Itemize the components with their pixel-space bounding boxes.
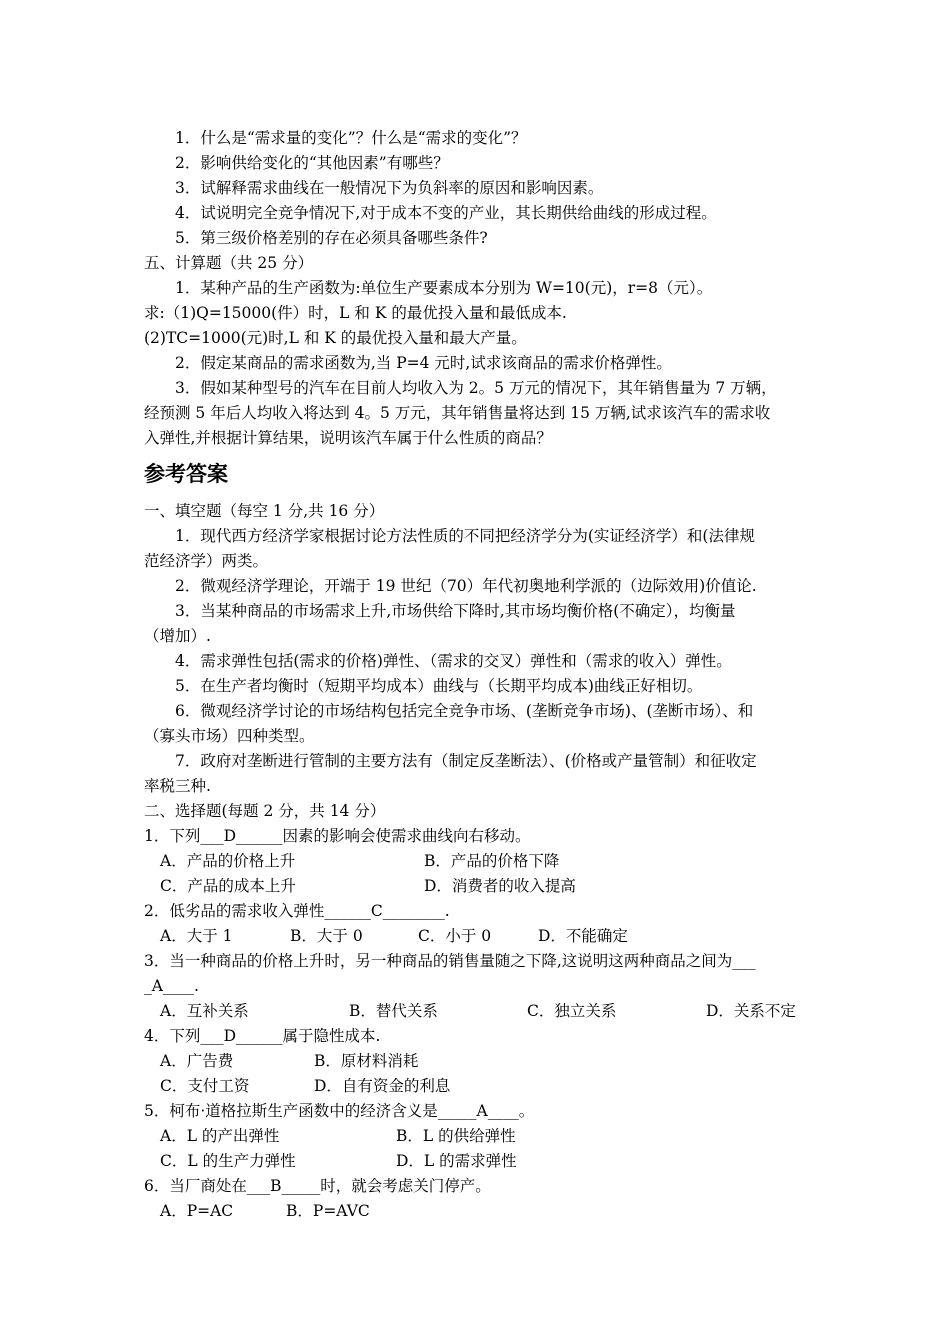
- choice-question-6: 6．当厂商处在___B_____时，就会考虑关门停产。: [144, 1177, 491, 1195]
- choice-question-3-cont: _A____.: [144, 977, 199, 995]
- choice-option: B．P=AVC: [286, 1202, 370, 1220]
- calc-heading: 五、计算题（共 25 分）: [144, 254, 314, 272]
- choice-option: B．替代关系: [349, 1002, 438, 1020]
- choice-option: D．消费者的收入提高: [424, 877, 576, 895]
- calc-line: 求:（1)Q=15000(件）时，L 和 K 的最优投入量和最低成本.: [144, 304, 567, 322]
- choice-option: A．产品的价格上升: [160, 852, 296, 870]
- calc-line: 入弹性,并根据计算结果，说明该汽车属于什么性质的商品？: [144, 429, 552, 447]
- fill-line: 3．当某种商品的市场需求上升,市场供给下降时,其市场均衡价格(不确定），均衡量: [175, 602, 736, 620]
- choice-question-4: 4．下列___D______属于隐性成本.: [144, 1027, 381, 1045]
- fill-line: 范经济学）两类。: [144, 552, 269, 570]
- choice-option: D．L 的需求弹性: [396, 1152, 517, 1170]
- fill-line: （增加）.: [144, 627, 211, 645]
- fill-line: 4．需求弹性包括(需求的价格)弹性、（需求的交叉）弹性和（需求的收入）弹性。: [175, 652, 732, 670]
- question-short-4: 4．试说明完全竞争情况下,对于成本不变的产业，其长期供给曲线的形成过程。: [175, 204, 717, 222]
- calc-line: 1．某种产品的生产函数为:单位生产要素成本分别为 W=10(元)，r=8（元）。: [175, 279, 713, 297]
- choice-question-1: 1．下列___D______因素的影响会使需求曲线向右移动。: [144, 827, 531, 845]
- choice-option: A．L 的产出弹性: [160, 1127, 280, 1145]
- question-short-5: 5．第三级价格差别的存在必须具备哪些条件?: [175, 229, 488, 247]
- choice-question-2: 2．低劣品的需求收入弹性______C________.: [144, 902, 450, 920]
- fill-line: 7．政府对垄断进行管制的主要方法有（制定反垄断法）、(价格或产量管制）和征收定: [175, 752, 757, 770]
- choice-option: B．大于 0: [290, 927, 363, 945]
- choice-question-3: 3．当一种商品的价格上升时，另一种商品的销售量随之下降,这说明这两种商品之间为___: [144, 952, 756, 970]
- fill-line: 率税三种.: [144, 777, 211, 795]
- calc-line: 经预测 5 年后人均收入将达到 4。5 万元，其年销售量将达到 15 万辆,试求该汽车的需求收: [144, 404, 771, 422]
- choice-option: C．支付工资: [160, 1077, 250, 1095]
- choice-option: A．广告费: [160, 1052, 234, 1070]
- choice-option: B．产品的价格下降: [424, 852, 560, 870]
- fill-heading: 一、填空题（每空 1 分,共 16 分）: [144, 502, 385, 520]
- choice-option: C．小于 0: [418, 927, 492, 945]
- question-short-1: 1．什么是“需求量的变化”？什么是“需求的变化”？: [175, 129, 527, 147]
- choice-option: C．产品的成本上升: [160, 877, 296, 895]
- fill-line: 2．微观经济学理论，开端于 19 世纪（70）年代初奥地利学派的（边际效用)价值论.: [175, 577, 757, 595]
- choice-option: C．独立关系: [527, 1002, 617, 1020]
- calc-line: (2)TC=1000(元)时,L 和 K 的最优投入量和最大产量。: [144, 329, 527, 347]
- choice-question-5: 5．柯布·道格拉斯生产函数中的经济含义是_____A____。: [144, 1102, 535, 1120]
- choice-heading: 二、选择题(每题 2 分，共 14 分）: [144, 802, 386, 820]
- fill-line: （寡头市场）四种类型。: [144, 727, 315, 745]
- choice-option: C．L 的生产力弹性: [160, 1152, 296, 1170]
- question-short-3: 3．试解释需求曲线在一般情况下为负斜率的原因和影响因素。: [175, 179, 604, 197]
- answers-title: 参考答案: [144, 462, 228, 486]
- choice-option: B．L 的供给弹性: [396, 1127, 516, 1145]
- question-short-2: 2．影响供给变化的“其他因素”有哪些？: [175, 154, 449, 172]
- choice-option: D．不能确定: [538, 927, 628, 945]
- choice-option: B．原材料消耗: [314, 1052, 419, 1070]
- choice-option: A．大于 1: [160, 927, 233, 945]
- choice-option: D．自有资金的利息: [314, 1077, 451, 1095]
- fill-line: 6．微观经济学讨论的市场结构包括完全竞争市场、(垄断竞争市场)、(垄断市场）、和: [175, 702, 754, 720]
- calc-line: 2．假定某商品的需求函数为,当 P=4 元时,试求该商品的需求价格弹性。: [175, 354, 672, 372]
- fill-line: 1．现代西方经济学家根据讨论方法性质的不同把经济学分为(实证经济学）和(法律规: [175, 527, 755, 545]
- choice-option: A．P=AC: [160, 1202, 234, 1220]
- calc-line: 3．假如某种型号的汽车在目前人均收入为 2。5 万元的情况下，其年销售量为 7 万辆，: [175, 379, 777, 397]
- fill-line: 5．在生产者均衡时（短期平均成本）曲线与（长期平均成本)曲线正好相切。: [175, 677, 703, 695]
- choice-option: D．关系不定: [706, 1002, 796, 1020]
- choice-option: A．互补关系: [160, 1002, 249, 1020]
